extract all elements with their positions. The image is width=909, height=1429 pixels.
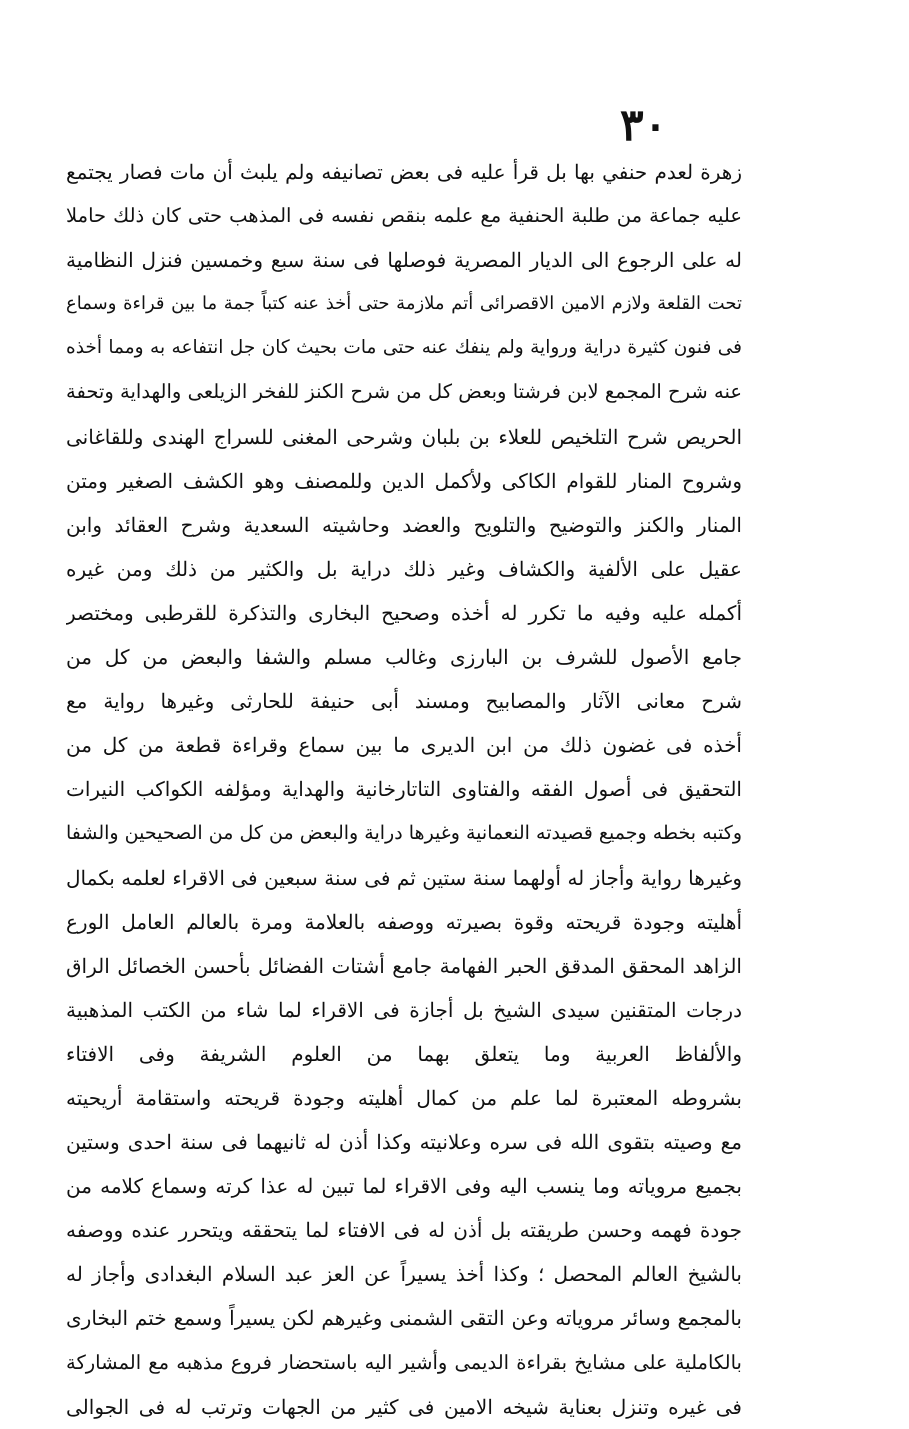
text-line: شرح معانى الآثار والمصابيح ومسند أبى حنيفة للحارثى وغيرها رواية مع <box>66 689 742 714</box>
text-line: بشروطه المعتبرة لما علم من كمال أهليته وجودة قريحته واستقامة أريحيته <box>66 1085 742 1110</box>
text-line: مع وصيته بتقوى الله فى سره وعلانيته وكذا أذن له ثانيهما فى سنة احدى وستين <box>66 1130 742 1155</box>
text-line: التحقيق فى أصول الفقه والفتاوى التاتارخانية والهداية ومؤلفه الكواكب النيرات <box>66 777 742 802</box>
text-line: والألفاظ العربية وما يتعلق بهما من العلوم الشريفة وفى الافتاء <box>66 1041 742 1066</box>
text-line: عليه جماعة من طلبة الحنفية مع علمه بنقص نفسه فى المذهب حتى كان ذلك حاملا <box>66 204 742 228</box>
text-line: أخذه فى غضون ذلك من ابن الديرى ما بين سماع وقراءة قطعة من كل من <box>66 733 742 758</box>
text-line: أهليته وجودة قريحته وقوة بصيرته ووصفه بالعلامة ومرة بالعالم العامل الورع <box>66 909 742 934</box>
text-line: عنه شرح المجمع لابن فرشتا وبعض كل من شرح الكنز للفخر الزيلعى والهداية وتحفة <box>66 380 742 404</box>
text-line: المنار والكنز والتوضيح والتلويح والعضد وحاشيته السعدية وشرح العقائد وابن <box>66 512 742 537</box>
text-line: بالمجمع وسائر مروياته وعن التقى الشمنى وغيرهم لكن يسيراً وسمع ختم البخارى <box>66 1306 742 1331</box>
text-line: له على الرجوع الى الديار المصرية فوصلها فى سنة سبع وخمسين فنزل النظامية <box>66 248 742 273</box>
body-text <box>66 150 742 1429</box>
text-line: وشروح المنار للقوام الكاكى ولأكمل الدين وللمصنف وهو الكشف الصغير ومتن <box>66 468 742 493</box>
text-line: الزاهد المحقق المدقق الحبر الفهامة جامع أشتات الفضائل بأحسن الخصائل الراق <box>66 953 742 978</box>
text-line: زهرة لعدم حنفي بها بل قرأ عليه فى بعض تصانيفه ولم يلبث أن مات فصار يجتمع <box>66 160 742 184</box>
text-line: بجميع مروياته وما ينسب اليه وفى الاقراء لما تبين له عذا كرته وسماع كلامه من <box>66 1174 742 1199</box>
text-line: بالشيخ العالم المحصل ؛ وكذا أخذ يسيراً عن العز عبد السلام البغدادى وأجاز له <box>66 1262 742 1287</box>
text-line: جامع الأصول للشرف بن البارزى وغالب مسلم والشفا والبعض من كل من <box>66 645 742 670</box>
text-line: عقيل على الألفية والكشاف وغير ذلك دراية بل والكثير من ذلك ومن غيره <box>66 556 742 581</box>
page-number: ٣٠ <box>620 100 668 151</box>
text-line: وغيرها رواية وأجاز له أولهما سنة ستين ثم فى سنة سبعين فى الاقراء لعلمه بكمال <box>66 865 742 890</box>
text-line: جودة فهمه وحسن طريقته بل أذن له فى الافتاء لما يتحققه ويتحرر عنده ووصفه <box>66 1218 742 1243</box>
text-line: بالكاملية على مشايخ بقراءة الديمى وأشير اليه باستحضار فروع مذهبه مع المشاركة <box>66 1350 742 1374</box>
text-line: فى فنون كثيرة دراية ورواية ولم ينفك عنه حتى مات بحيث كان جل انتفاعه به ومما أخذه <box>66 337 742 359</box>
text-line: درجات المتقنين سيدى الشيخ بل أجازة فى الاقراء لما شاء من الكتب المذهبية <box>66 997 742 1022</box>
text-line: وكتبه بخطه وجميع قصيدته النعمانية وغيرها دراية والبعض من كل من الصحيحين والشفا <box>66 822 742 845</box>
text-line: فى غيره وتنزل بعناية شيخه الامين فى كثير من الجهات وترتب له فى الجوالى <box>66 1394 742 1419</box>
text-line: أكمله عليه وفيه ما تكرر له أخذه وصحيح البخارى والتذكرة للقرطبى ومختصر <box>66 600 742 625</box>
text-line: تحت القلعة ولازم الامين الاقصرائى أتم ملازمة حتى أخذ عنه كتباً جمة ما بين قراءة وسماع <box>66 293 742 315</box>
text-line: الحريص شرح التلخيص للعلاء بن بلبان وشرحى المغنى للسراج الهندى وللقاغانى <box>66 424 742 449</box>
